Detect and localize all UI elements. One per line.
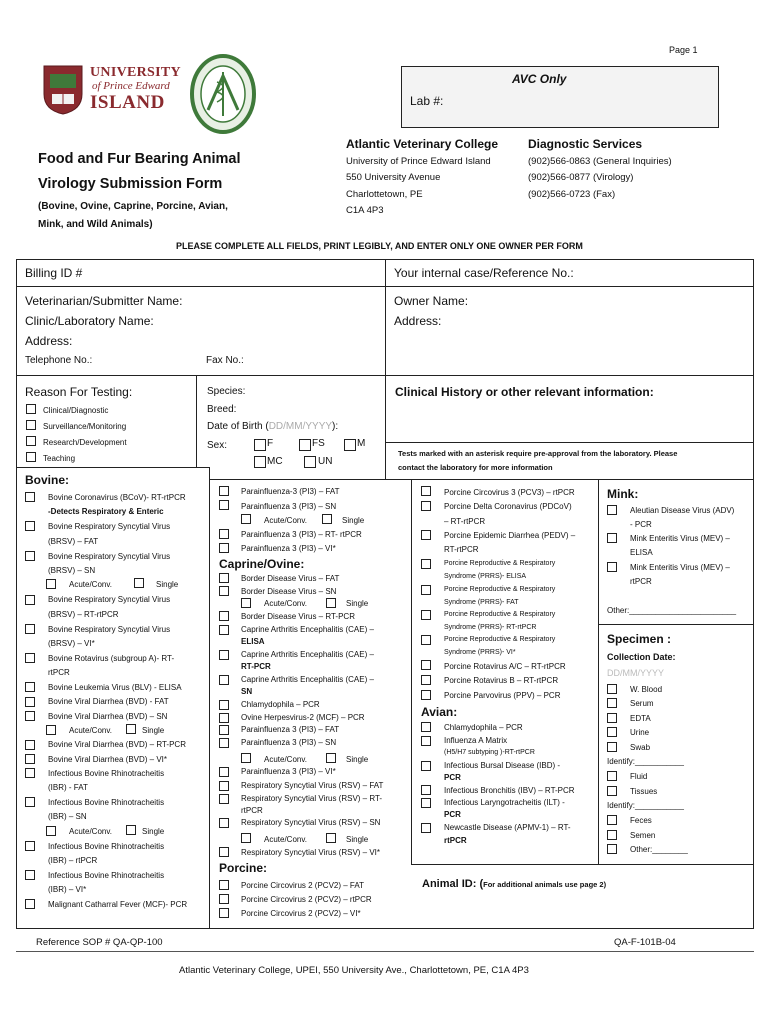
pdcov-label2: – RT-rtPCR [444,517,486,526]
adv-label2: - PCR [630,520,652,529]
bovine-rota-label1: Bovine Rotavirus (subgroup A)- RT- [48,654,175,663]
ibv-label: Infectious Bronchitis (IBV) – RT-PCR [444,786,575,795]
billing-id-label: Billing ID # [25,266,83,280]
footer-address: Atlantic Veterinary College, UPEI, 550 University Ave., Charlottetown, PE, C1A 4P3 [179,965,529,976]
caprine-pi3-single-checkbox[interactable] [326,753,336,763]
pi3-vi-checkbox[interactable] [219,543,229,553]
bovine-brsv-sn-label1: Bovine Respiratory Syncytial Virus [48,552,171,561]
owner-name-label[interactable]: Owner Name: [394,294,469,308]
ohv2-checkbox[interactable] [219,713,229,723]
prrs-elisa-label2: Syndrome (PRRS)- ELISA [444,573,527,580]
ilt-checkbox[interactable] [421,798,431,808]
influenza-label2: (H5/H7 subtyping )-RT-rtPCR [444,749,535,756]
prrs-fat-checkbox[interactable] [421,585,431,595]
sex-un-checkbox[interactable] [304,456,316,468]
prrs-elisa-label1: Porcine Reproductive & Respiratory [444,560,556,567]
pcv2-vi-label: Porcine Circovirus 2 (PCV2) – VI* [241,909,361,918]
urine-label: Urine [630,728,650,737]
cae-elisa-label1: Caprine Arthritis Encephalitis (CAE) – [241,625,374,634]
bovine-mcf-checkbox[interactable] [25,899,35,909]
bovine-brsv-pcr-label2: (BRSV) – RT-rtPCR [48,610,119,619]
pi3-sn-label: Parainfluenza 3 (PI3) – SN [241,502,337,511]
pi3-sn-checkbox[interactable] [219,500,229,510]
prrs-fat-label2: Syndrome (PRRS)- FAT [444,599,519,606]
bovine-bcov-note: -Detects Respiratory & Enteric [48,507,164,516]
ndv-checkbox[interactable] [421,823,431,833]
bovine-brsv-sn-checkbox[interactable] [25,551,35,561]
bovine-bvd-pcr-label: Bovine Viral Diarrhea (BVD) – RT-PCR [48,740,186,749]
cae-pcr-label2: RT-PCR [241,662,271,671]
form-title-line2: Virology Submission Form [38,176,223,192]
sex-un-label: UN [318,456,333,467]
pcv2-vi-checkbox[interactable] [219,908,229,918]
pcv2-pcr-label: Porcine Circovirus 2 (PCV2) – rtPCR [241,895,372,904]
rsv-single-label: Single [346,835,369,844]
reason-title: Reason For Testing: [25,385,133,399]
fax-label[interactable]: Fax No.: [206,355,244,366]
cae-pcr-checkbox[interactable] [219,650,229,660]
feces-label: Feces [630,816,652,825]
bovine-bvd-sn-checkbox[interactable] [25,711,35,721]
bovine-brsv-single-label: Single [156,580,179,589]
mink-other-field[interactable]: Other:________________________ [607,606,737,615]
fluid-label: Fluid [630,772,648,781]
bovine-brsv-acute-checkbox[interactable] [46,579,56,589]
bovine-ibr-pcr-label1: Infectious Bovine Rhinotracheitis [48,842,165,851]
bovine-brsv-sn-label2: (BRSV) – SN [48,566,96,575]
edta-checkbox[interactable] [607,713,617,723]
asterisk-note-line2: contact the laboratory for more information [398,463,553,472]
bovine-brsv-pcr-label1: Bovine Respiratory Syncytial Virus [48,595,171,604]
chlamy-caprine-label: Chlamydophila – PCR [241,700,320,709]
caprine-pi3-acute-label: Acute/Conv. [264,755,307,764]
species-label[interactable]: Species: [207,386,246,397]
prrs-fat-label1: Porcine Reproductive & Respiratory [444,586,556,593]
cae-elisa-checkbox[interactable] [219,625,229,635]
telephone-label[interactable]: Telephone No.: [25,355,93,366]
rsv-acute-label: Acute/Conv. [264,835,307,844]
pedv-label2: RT-rtPCR [444,545,479,554]
prrs-vi-label2: Syndrome (PRRS)- VI* [444,649,516,656]
upei-shield-icon [42,64,84,116]
bovine-ibr-sn-checkbox[interactable] [25,797,35,807]
bovine-bvd-single-label: Single [142,726,165,735]
bovine-bvd-sn-label: Bovine Viral Diarrhea (BVD) – SN [48,712,168,721]
rsv-pcr-label2: rtPCR [241,806,263,815]
reason-clinical-label: Clinical/Diagnostic [43,406,109,415]
rsv-sn-checkbox[interactable] [219,818,229,828]
rsv-acute-checkbox[interactable] [241,833,251,843]
bovine-brsv-vi-label2: (BRSV) – VI* [48,639,95,648]
reason-research-checkbox[interactable] [26,436,36,446]
ibd-label1: Infectious Bursal Disease (IBD) - [444,761,561,770]
bovine-blv-label: Bovine Leukemia Virus (BLV) - ELISA [48,683,182,692]
porcine-title: Porcine: [219,861,268,875]
mev-elisa-checkbox[interactable] [607,533,617,543]
caprine-pi3-fat-checkbox[interactable] [219,725,229,735]
prrs-pcr-label2: Syndrome (PRRS)- RT-rtPCR [444,624,537,631]
avc-only-title: AVC Only [512,72,567,86]
bovine-bvd-fat-checkbox[interactable] [25,697,35,707]
bovine-ibr-sn-label1: Infectious Bovine Rhinotracheitis [48,798,165,807]
rota-ac-checkbox[interactable] [421,660,431,670]
mev-pcr-label2: rtPCR [630,577,652,586]
upei-logo-line1: UNIVERSITY [90,65,181,80]
chlamy-caprine-checkbox[interactable] [219,700,229,710]
caprine-pi3-vi-checkbox[interactable] [219,767,229,777]
bovine-brsv-fat-label2: (BRSV) – FAT [48,537,99,546]
bdv-fat-checkbox[interactable] [219,573,229,583]
semen-label: Semen [630,831,656,840]
avian-title: Avian: [421,705,458,719]
bovine-ibr-pcr-checkbox[interactable] [25,841,35,851]
urine-checkbox[interactable] [607,727,617,737]
bovine-brsv-fat-checkbox[interactable] [25,521,35,531]
prrs-pcr-label1: Porcine Reproductive & Respiratory [444,611,556,618]
pi3-acute-label: Acute/Conv. [264,516,307,525]
bovine-ibr-vi-label1: Infectious Bovine Rhinotracheitis [48,871,165,880]
bovine-ibr-fat-label1: Infectious Bovine Rhinotracheitis [48,769,165,778]
cae-sn-label1: Caprine Arthritis Encephalitis (CAE) – [241,675,374,684]
collection-date-placeholder[interactable]: DD/MM/YYYY [607,668,665,678]
pi3-fat-checkbox[interactable] [219,486,229,496]
bdv-pcr-label: Border Disease Virus – RT-PCR [241,612,355,621]
pcv3-checkbox[interactable] [421,486,431,496]
bovine-ibr-vi-label2: (IBR) – VI* [48,885,87,894]
upei-logo-line3: ISLAND [90,92,165,113]
bovine-mcf-label: Malignant Catharral Fever (MCF)- PCR [48,900,188,909]
bovine-rota-checkbox[interactable] [25,653,35,663]
bovine-ibr-vi-checkbox[interactable] [25,870,35,880]
ibv-checkbox[interactable] [421,785,431,795]
rota-b-checkbox[interactable] [421,675,431,685]
bovine-ibr-fat-checkbox[interactable] [25,768,35,778]
cae-pcr-label1: Caprine Arthritis Encephalitis (CAE) – [241,650,374,659]
mev-pcr-checkbox[interactable] [607,562,617,572]
lab-number-label: Lab #: [410,94,444,108]
caprine-pi3-sn-label: Parainfluenza 3 (PI3) – SN [241,738,337,747]
prrs-vi-checkbox[interactable] [421,635,431,645]
owner-address-label[interactable]: Address: [394,314,442,328]
pi3-pcr-label: Parainfluenza 3 (PI3) – RT- rtPCR [241,530,362,539]
reason-teaching-label: Teaching [43,454,76,463]
bovine-bvd-fat-label: Bovine Viral Diarrhea (BVD) - FAT [48,697,169,706]
bdv-sn-label: Border Disease Virus – SN [241,587,337,596]
sex-f-label: F [267,438,274,449]
reason-research-label: Research/Development [43,438,127,447]
reference-sop: Reference SOP # QA-QP-100 [36,937,163,948]
college-line4: C1A 4P3 [346,205,384,216]
mev-pcr-label1: Mink Enteritis Virus (MEV) – [630,563,730,572]
mink-title: Mink: [607,487,639,501]
college-line1: University of Prince Edward Island [346,156,491,167]
pi3-pcr-checkbox[interactable] [219,529,229,539]
reason-surveillance-checkbox[interactable] [26,420,36,430]
breed-label[interactable]: Breed: [207,404,237,415]
vet-name-label[interactable]: Veterinarian/Submitter Name: [25,294,183,308]
diagnostic-line1: (902)566-0863 (General Inquiries) [528,156,672,167]
caprine-pi3-acute-checkbox[interactable] [241,753,251,763]
pcv2-fat-label: Porcine Circovirus 2 (PCV2) – FAT [241,881,364,890]
ibd-label2: PCR [444,773,461,782]
avc-logo [190,54,256,134]
college-line2: 550 University Avenue [346,172,441,183]
collection-date-label[interactable]: Collection Date: [607,652,676,662]
rota-ac-label: Porcine Rotavirus A/C – RT-rtPCR [444,662,566,671]
reason-surveillance-label: Surveillance/Monitoring [43,422,127,431]
ilt-label1: Infectious Laryngotracheitis (ILT) - [444,798,565,807]
fluid-checkbox[interactable] [607,771,617,781]
avc-only-box [401,66,719,128]
sex-m-label: M [357,438,366,449]
ppv-checkbox[interactable] [421,690,431,700]
identify-tissue-field[interactable]: Identify:___________ [607,801,684,810]
bovine-bvd-pcr-checkbox[interactable] [25,740,35,750]
bovine-bvd-vi-checkbox[interactable] [25,754,35,764]
reason-clinical-checkbox[interactable] [26,404,36,414]
bovine-brsv-vi-label1: Bovine Respiratory Syncytial Virus [48,625,171,634]
clinical-history-title[interactable]: Clinical History or other relevant information: [395,385,654,399]
pcv2-fat-checkbox[interactable] [219,880,229,890]
prrs-elisa-checkbox[interactable] [421,559,431,569]
diagnostic-line3: (902)566-0723 (Fax) [528,189,616,200]
ndv-label1: Newcastle Disease (APMV-1) – RT- [444,823,571,832]
sex-m-checkbox[interactable] [344,439,356,451]
bdv-sn-checkbox[interactable] [219,586,229,596]
bovine-bvd-acute-label: Acute/Conv. [69,726,112,735]
bdv-single-label: Single [346,599,369,608]
rsv-fat-checkbox[interactable] [219,781,229,791]
caprine-pi3-single-label: Single [346,755,369,764]
internal-ref-label: Your internal case/Reference No.: [394,266,574,280]
pcv3-label: Porcine Circovirus 3 (PCV3) – rtPCR [444,488,575,497]
pcv2-pcr-checkbox[interactable] [219,894,229,904]
mev-elisa-label1: Mink Enteritis Virus (MEV) – [630,534,730,543]
bdv-fat-label: Border Disease Virus – FAT [241,574,340,583]
sex-label: Sex: [207,440,228,451]
sex-fs-label: FS [312,438,325,449]
rsv-fat-label: Respiratory Syncytial Virus (RSV) – FAT [241,781,384,790]
bovine-brsv-pcr-checkbox[interactable] [25,595,35,605]
sex-mc-checkbox[interactable] [254,456,266,468]
sex-fs-checkbox[interactable] [299,439,311,451]
ibd-checkbox[interactable] [421,761,431,771]
other-specimen-field[interactable]: Other:________ [630,845,688,854]
bovine-ibr-single-label: Single [142,827,165,836]
caprine-pi3-sn-checkbox[interactable] [219,738,229,748]
prrs-pcr-checkbox[interactable] [421,610,431,620]
pi3-fat-label: Parainfluenza-3 (PI3) – FAT [241,487,340,496]
rsv-single-checkbox[interactable] [326,833,336,843]
bovine-brsv-single-checkbox[interactable] [134,578,144,588]
bovine-bcov-checkbox[interactable] [25,492,35,502]
identify-swab-field[interactable]: Identify:___________ [607,757,684,766]
bovine-ibr-single-checkbox[interactable] [126,825,136,835]
specimen-title: Specimen : [607,632,672,646]
rsv-vi-checkbox[interactable] [219,847,229,857]
bovine-blv-checkbox[interactable] [25,682,35,692]
ohv2-label: Ovine Herpesvirus-2 (MCF) – PCR [241,713,365,722]
asterisk-note-line1: Tests marked with an asterisk require pre-approval from the laboratory. Please [398,449,678,458]
pdcov-checkbox[interactable] [421,501,431,511]
pi3-acute-checkbox[interactable] [241,514,251,524]
pedv-label1: Porcine Epidemic Diarrhea (PEDV) – [444,531,576,540]
bovine-ibr-acute-label: Acute/Conv. [69,827,112,836]
clinic-name-label[interactable]: Clinic/Laboratory Name: [25,314,154,328]
cae-sn-label2: SN [241,687,253,696]
bovine-ibr-pcr-label2: (IBR) – rtPCR [48,856,98,865]
rsv-vi-label: Respiratory Syncytial Virus (RSV) – VI* [241,848,381,857]
influenza-label1: Influenza A Matrix [444,736,508,745]
pedv-checkbox[interactable] [421,530,431,540]
diagnostic-title: Diagnostic Services [528,137,643,151]
swab-checkbox[interactable] [607,742,617,752]
swab-label: Swab [630,743,651,752]
upei-logo [42,62,182,118]
rsv-sn-label: Respiratory Syncytial Virus (RSV) – SN [241,818,381,827]
pi3-single-checkbox[interactable] [322,514,332,524]
tissues-label: Tissues [630,787,658,796]
sex-mc-label: MC [267,456,283,467]
rsv-pcr-checkbox[interactable] [219,794,229,804]
bovine-ibr-sn-label2: (IBR) – SN [48,812,87,821]
tissues-checkbox[interactable] [607,786,617,796]
avian-chlamy-label: Chlamydophila – PCR [444,723,523,732]
avian-chlamy-checkbox[interactable] [421,722,431,732]
adv-label1: Aleutian Disease Virus (ADV) [630,506,735,515]
serum-checkbox[interactable] [607,698,617,708]
bovine-title: Bovine: [25,473,70,487]
reason-teaching-checkbox[interactable] [26,452,36,462]
form-code: QA-F-101B-04 [614,937,676,948]
bovine-bvd-vi-label: Bovine Viral Diarrhea (BVD) – VI* [48,755,168,764]
avc-seal-icon [190,54,256,134]
edta-label: EDTA [630,714,651,723]
serum-label: Serum [630,699,654,708]
rota-b-label: Porcine Rotavirus B – RT-rtPCR [444,676,559,685]
cae-sn-checkbox[interactable] [219,675,229,685]
upei-logo-line2: of Prince Edward [92,80,170,92]
whole-blood-checkbox[interactable] [607,684,617,694]
bovine-bvd-acute-checkbox[interactable] [46,725,56,735]
submitter-address-label[interactable]: Address: [25,334,73,348]
bdv-acute-checkbox[interactable] [241,598,251,608]
semen-checkbox[interactable] [607,830,617,840]
bovine-brsv-fat-label1: Bovine Respiratory Syncytial Virus [48,522,171,531]
caprine-pi3-vi-label: Parainfluenza 3 (PI3) – VI* [241,767,336,776]
other-specimen-checkbox[interactable] [607,844,617,854]
diagnostic-line2: (902)566-0877 (Virology) [528,172,634,183]
feces-checkbox[interactable] [607,815,617,825]
cae-elisa-label2: ELISA [241,637,265,646]
adv-checkbox[interactable] [607,505,617,515]
college-line3: Charlottetown, PE [346,189,423,200]
rsv-pcr-label1: Respiratory Syncytial Virus (RSV) – RT- [241,794,383,803]
bovine-bcov-label: Bovine Coronavirus (BCoV)- RT-rtPCR [48,493,186,502]
bovine-bvd-single-checkbox[interactable] [126,724,136,734]
pi3-single-label: Single [342,516,365,525]
form-subtitle-line1: (Bovine, Ovine, Caprine, Porcine, Avian, [38,201,228,212]
influenza-checkbox[interactable] [421,736,431,746]
whole-blood-label: W. Blood [630,685,663,694]
page-number: Page 1 [669,45,698,55]
bdv-pcr-checkbox[interactable] [219,611,229,621]
bdv-single-checkbox[interactable] [326,598,336,608]
bovine-brsv-vi-checkbox[interactable] [25,624,35,634]
bovine-rota-label2: rtPCR [48,668,70,677]
sex-f-checkbox[interactable] [254,439,266,451]
form-subtitle-line2: Mink, and Wild Animals) [38,219,153,230]
pi3-vi-label: Parainfluenza 3 (PI3) – VI* [241,544,336,553]
ndv-label2: rtPCR [444,836,467,845]
prrs-vi-label1: Porcine Reproductive & Respiratory [444,636,556,643]
dob-label[interactable]: Date of Birth (DD/MM/YYYY): [207,421,339,432]
bovine-ibr-fat-label2: (IBR) - FAT [48,783,88,792]
animal-id-label[interactable]: Animal ID: (For additional animals use page 2) [422,878,607,890]
ilt-label2: PCR [444,810,461,819]
pdcov-label1: Porcine Delta Coronavirus (PDCoV) [444,502,572,511]
ppv-label: Porcine Parvovirus (PPV) – PCR [444,691,561,700]
bdv-acute-label: Acute/Conv. [264,599,307,608]
form-title-line1: Food and Fur Bearing Animal [38,151,241,167]
caprine-title: Caprine/Ovine: [219,557,305,571]
bovine-brsv-acute-label: Acute/Conv. [69,580,112,589]
mev-elisa-label2: ELISA [630,548,653,557]
college-name: Atlantic Veterinary College [346,137,499,151]
bovine-ibr-acute-checkbox[interactable] [46,826,56,836]
caprine-pi3-fat-label: Parainfluenza 3 (PI3) – FAT [241,725,340,734]
instructions: PLEASE COMPLETE ALL FIELDS, PRINT LEGIBLY, AND ENTER ONLY ONE OWNER PER FORM [176,241,583,251]
